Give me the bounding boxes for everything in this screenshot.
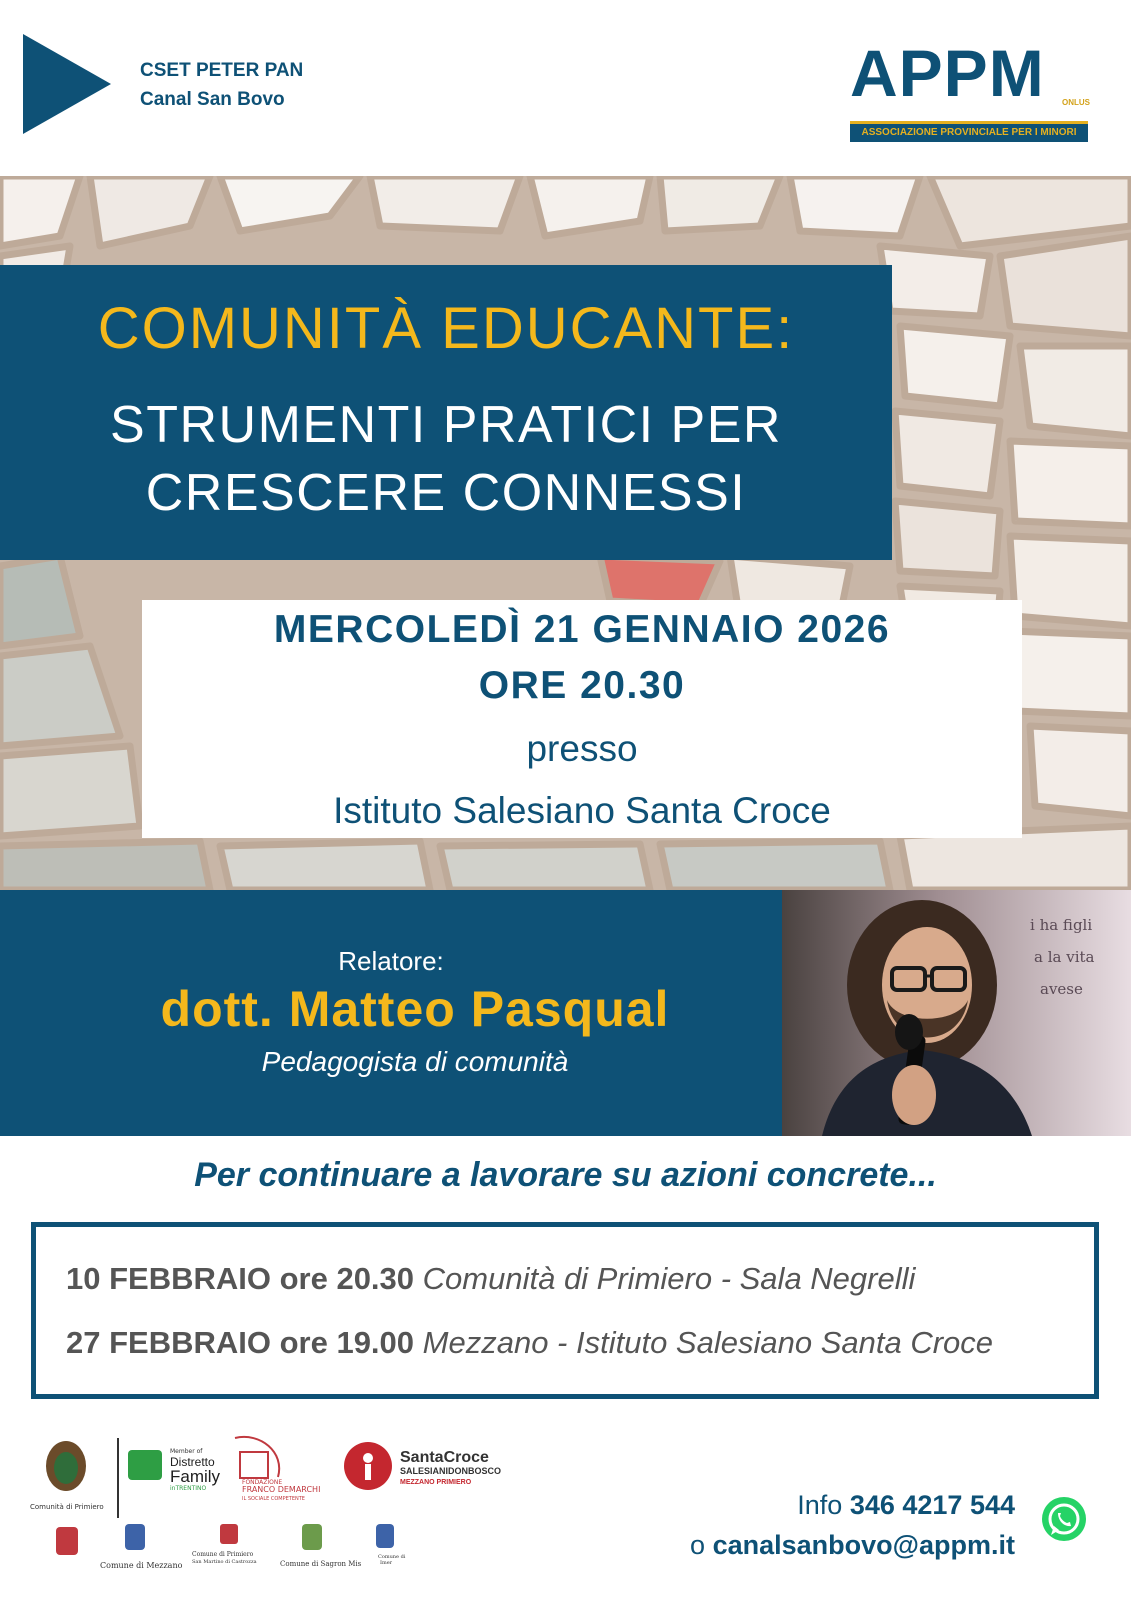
santacroce-title: SantaCroce — [400, 1449, 489, 1466]
contact-phone-line — [760, 1490, 1015, 1521]
demarchi-text-1: FONDAZIONE — [242, 1479, 283, 1486]
contact-email-line — [600, 1530, 1015, 1561]
comune-primiero-sub: San Martino di Castrozza — [192, 1559, 257, 1565]
comune-imer-text-2: Imer — [380, 1560, 393, 1566]
schedule-location: Mezzano - Istituto Salesiano Santa Croce — [422, 1325, 994, 1360]
primiero-logo-text: Comunità di Primiero — [30, 1503, 104, 1511]
title-box — [0, 265, 892, 560]
comune-crests — [56, 1524, 406, 1570]
speaker-photo — [782, 890, 1131, 1136]
santa-croce-logo — [344, 1442, 501, 1490]
title-subtitle-line-2: CRESCERE CONNESSI — [145, 464, 747, 522]
sponsor-logos — [30, 1432, 590, 1592]
comune-sagron-text: Comune di Sagron Mis — [280, 1560, 362, 1568]
event-date: MERCOLEDÌ 21 GENNAIO 2026 — [273, 608, 891, 651]
info-label: Info — [797, 1490, 843, 1520]
speaker-name: dott. Matteo Pasqual — [160, 981, 670, 1037]
family-sub: inTRENTINO — [170, 1485, 207, 1492]
photo-wall-text-1: i ha figli — [1030, 916, 1093, 934]
family-title1: Distretto — [170, 1455, 215, 1469]
family-member-text: Member of — [170, 1448, 203, 1455]
appm-logo-tagline: ASSOCIAZIONE PROVINCIALE PER I MINORI — [850, 121, 1088, 142]
appm-logo — [850, 36, 1090, 145]
speaker-label: Relatore: — [338, 946, 444, 976]
appm-logo-letters: APPM — [850, 36, 1045, 110]
comune-primiero-text: Comune di Primiero — [192, 1551, 254, 1558]
family-title2: Family — [170, 1467, 221, 1486]
org-line-1: CSET PETER PAN — [140, 60, 304, 81]
sponsor-logos-image — [30, 1432, 590, 1592]
email-prefix: o — [690, 1530, 706, 1560]
santacroce-salesiani: SALESIANIDONBOSCO — [400, 1466, 502, 1476]
email-address[interactable]: canalsanbovo@appm.it — [712, 1530, 1015, 1560]
schedule-box — [31, 1222, 1099, 1399]
photo-wall-text-3: avese — [1040, 980, 1083, 998]
schedule-location: Comunità di Primiero - Sala Negrelli — [422, 1261, 916, 1296]
schedule-date: 10 FEBBRAIO ore 20.30 — [66, 1261, 415, 1296]
schedule-row — [66, 1261, 915, 1297]
title-subtitle — [0, 391, 892, 527]
schedule-date: 27 FEBBRAIO ore 19.00 — [66, 1325, 415, 1360]
continue-heading: Per continuare a lavorare su azioni concrete... — [194, 1156, 937, 1194]
distretto-family-logo — [128, 1448, 221, 1492]
demarchi-text-3: IL SOCIALE COMPETENTE — [242, 1496, 305, 1502]
event-venue: Istituto Salesiano Santa Croce — [333, 790, 831, 831]
primiero-crest-logo — [30, 1441, 104, 1511]
fondazione-demarchi-logo — [235, 1437, 320, 1502]
event-presso: presso — [526, 728, 638, 769]
schedule-row — [66, 1325, 993, 1361]
play-icon — [23, 34, 111, 134]
speaker-band — [0, 890, 782, 1136]
comune-mezzano-text: Comune di Mezzano — [100, 1561, 183, 1570]
phone-number[interactable]: 346 4217 544 — [849, 1490, 1015, 1520]
org-line-2: Canal San Bovo — [140, 89, 285, 110]
comune-imer-text-1: Comune di — [378, 1554, 406, 1560]
organization-name — [140, 56, 303, 114]
demarchi-text-2: FRANCO DEMARCHI — [242, 1485, 321, 1494]
title-subtitle-line-1: STRUMENTI PRATICI PER — [110, 396, 782, 454]
whatsapp-icon[interactable] — [1040, 1495, 1088, 1543]
santacroce-mezzano: MEZZANO PRIMIERO — [400, 1479, 472, 1486]
event-details-box — [142, 600, 1022, 838]
appm-logo-onlus: ONLUS — [1062, 98, 1090, 107]
speaker-role: Pedagogista di comunità — [261, 1046, 569, 1077]
event-time: ORE 20.30 — [478, 664, 686, 707]
photo-wall-text-2: a la vita — [1034, 948, 1095, 966]
title-main: COMUNITÀ EDUCANTE: — [97, 296, 795, 361]
speaker-photo-image — [782, 890, 1131, 1136]
